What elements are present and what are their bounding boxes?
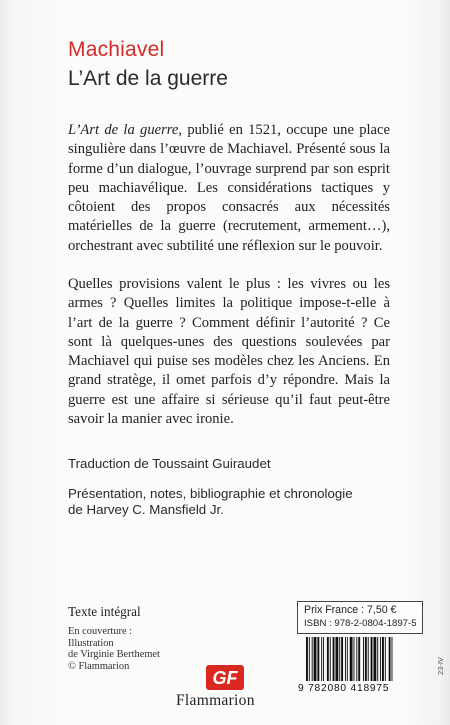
book-title: L’Art de la guerre <box>68 67 228 90</box>
barcode-bar <box>330 637 331 681</box>
summary-paragraph-2: Quelles provisions valent le plus : les vivres ou les armes ? Quelles limites la politique impose-t-elle à l’art de la guerre ? Comment définir l’autorité ? Ce sont là quelques-unes des questions soulevées par Machiavel qui puise ses modèles chez les Anciens. En grand stratège, il omet parfois d’y répondre. Mais la guerre est une affaire si sérieuse qu’il faut peut-être savoir la manier avec ironie. <box>68 276 390 428</box>
barcode-bar <box>323 637 324 681</box>
barcode-bar <box>373 637 376 681</box>
barcode-bar <box>306 637 308 681</box>
barcode-bar <box>335 637 338 681</box>
barcode-bar <box>392 637 393 681</box>
cover-illustration-credit <box>68 626 208 672</box>
barcode-bar <box>385 637 386 681</box>
isbn-label: ISBN : 978-2-0804-1897-5 <box>304 618 417 629</box>
spine-code: 23-IV <box>436 657 445 675</box>
gf-logo-text: GF <box>212 668 238 688</box>
barcode-bar <box>368 637 369 681</box>
price-label: Prix France : 7,50 € <box>304 604 397 616</box>
barcode-bar <box>389 637 391 681</box>
cover-credit-line: Illustration <box>68 637 114 649</box>
barcode-bar <box>350 637 353 681</box>
barcode-bar <box>345 637 346 681</box>
barcode-bar <box>358 637 360 681</box>
barcode-bar <box>321 637 322 681</box>
barcode-bar <box>365 637 367 681</box>
barcode-bar <box>327 637 329 681</box>
barcode-bar <box>347 637 348 681</box>
barcode-bar <box>380 637 381 681</box>
barcode-bar <box>356 637 357 681</box>
footer-left-block <box>68 604 208 672</box>
cover-credit-line: En couverture : <box>68 626 133 637</box>
barcode-bar <box>309 637 310 681</box>
summary-paragraph-1-text: , publié en 1521, occupe une place singulière dans l’œuvre de Machiavel. Présenté sous la forme d’un dialogue, l’ouvrage surprend par son esprit peu machiavélique. Les considérations tactiques y côtoient des propos consacrés aux nécessités matérielles de la guerre (recrutement, armement…), orchestrant avec subtilité une réflexion sur le pouvoir. <box>68 122 390 254</box>
barcode-bar <box>363 637 364 681</box>
publisher-name: Flammarion <box>176 692 255 709</box>
barcode-bar <box>354 637 355 681</box>
barcode-bar <box>341 637 343 681</box>
italic-book-title: L’Art de la guerre <box>68 122 179 138</box>
barcode-bar <box>377 637 378 681</box>
summary-paragraph-1 <box>68 121 390 256</box>
barcode-bar <box>382 637 384 681</box>
barcode-bar <box>314 637 317 681</box>
barcode-bar <box>312 637 313 681</box>
author-name: Machiavel <box>68 38 165 61</box>
barcode-bar <box>333 637 335 681</box>
cover-credit-line: de Virginie Berthemet <box>68 649 160 661</box>
barcode-bar <box>317 637 319 681</box>
presentation-credit <box>68 486 398 518</box>
barcode-bar <box>371 637 373 681</box>
cover-credit-line: © Flammarion <box>68 660 130 672</box>
texte-integral-label: Texte intégral <box>68 604 141 619</box>
gf-logo-icon <box>206 665 244 690</box>
price-isbn-box <box>297 601 423 634</box>
barcode-icon <box>305 637 421 681</box>
presentation-credit-line-1: Présentation, notes, bibliographie et chronologie <box>68 486 353 501</box>
presentation-credit-line-2: de Harvey C. Mansfield Jr. <box>68 502 224 517</box>
translation-credit: Traduction de Toussaint Guiraudet <box>68 456 271 471</box>
barcode-bar <box>339 637 340 681</box>
barcode-digits: 9 782080 418975 <box>298 683 390 694</box>
